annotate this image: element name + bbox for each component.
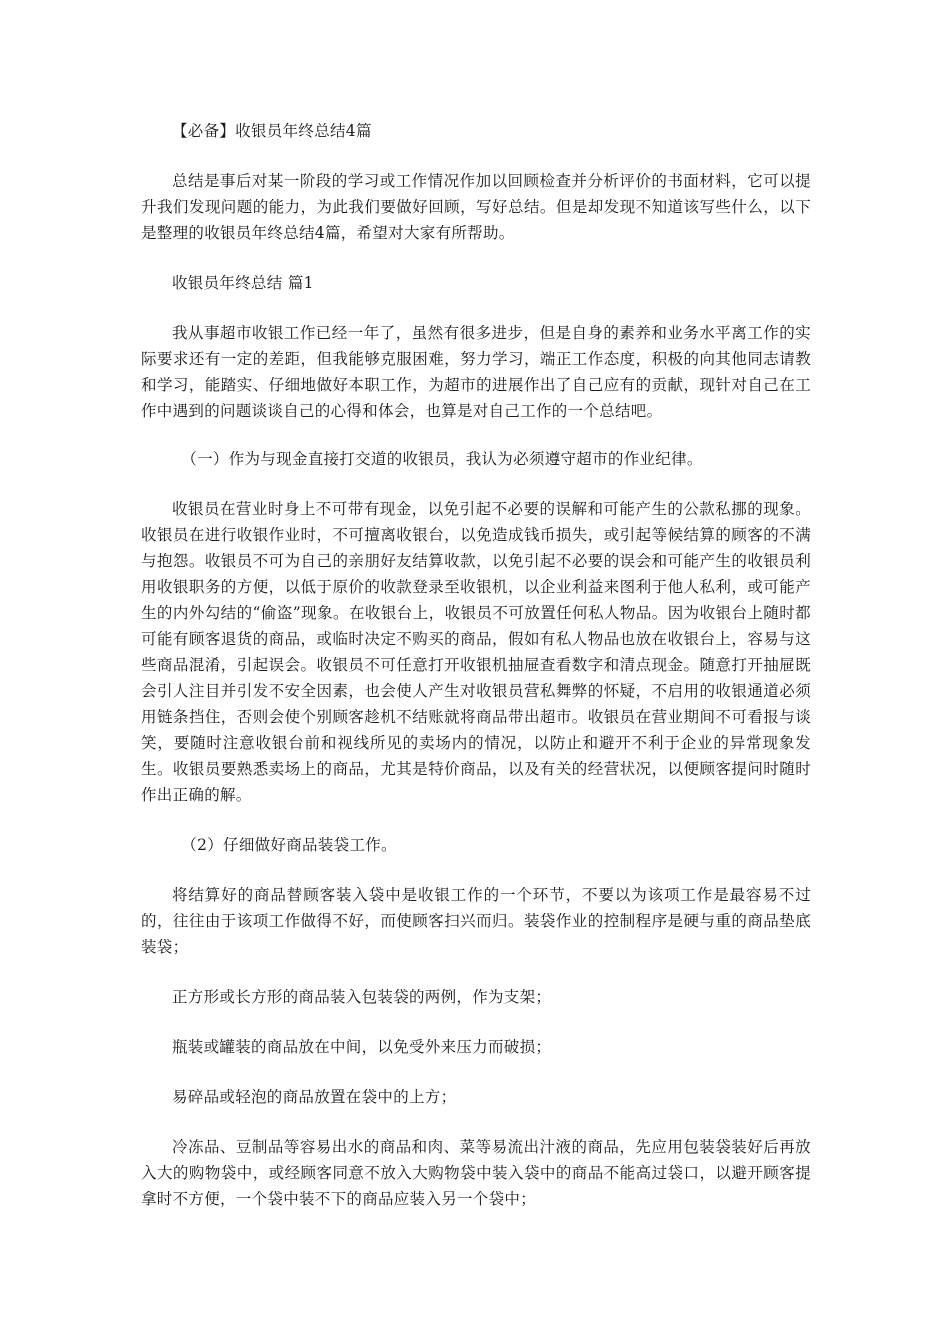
- document-page: [141, 118, 811, 1212]
- subheading-1: （一）作为与现金直接打交道的收银员，我认为必须遵守超市的作业纪律。: [181, 450, 703, 468]
- section-heading: 收银员年终总结 篇1: [172, 274, 314, 292]
- list-item: 冷冻品、豆制品等容易出水的商品和肉、菜等易流出汁液的商品，先应用包装袋装好后再放入大的购物袋中，或经顾客同意不放入大购物袋中装入袋中的商品不能高过袋口，以避开顾客提拿时不方便，一个袋中装不下的商品应装入另一个袋中；: [141, 1138, 811, 1208]
- list-item: 易碎品或轻泡的商品放置在袋中的上方；: [172, 1088, 457, 1106]
- document-title: 【必备】收银员年终总结4篇: [172, 122, 372, 140]
- list-item: 正方形或长方形的商品装入包装袋的两例，作为支架；: [172, 988, 552, 1006]
- intro-paragraph: 总结是事后对某一阶段的学习或工作情况作加以回顾检查并分析评价的书面材料，它可以提升我们发现问题的能力，为此我们要做好回顾，写好总结。但是却发现不知道该写些什么，以下是整理的收银员年终总结4篇，希望对大家有所帮助。: [141, 172, 811, 242]
- subheading-2: （2）仔细做好商品装袋工作。: [181, 836, 397, 854]
- list-item: 瓶装或罐装的商品放在中间，以免受外来压力而破损；: [172, 1038, 552, 1056]
- section1-paragraph-3: 将结算好的商品替顾客装入袋中是收银工作的一个环节，不要以为该项工作是最容易不过的，往往由于该项工作做得不好，而使顾客扫兴而归。装袋作业的控制程序是硬与重的商品垫底装袋；: [141, 886, 811, 956]
- section1-paragraph-1: 我从事超市收银工作已经一年了，虽然有很多进步，但是自身的素养和业务水平离工作的实际要求还有一定的差距，但我能够克服困难，努力学习，端正工作态度，积极的向其他同志请教和学习，能踏实、仔细地做好本职工作，为超市的进展作出了自己应有的贡献，现针对自己在工作中遇到的问题谈谈自己的心得和体会，也算是对自己工作的一个总结吧。: [141, 324, 811, 420]
- section1-paragraph-2: 收银员在营业时身上不可带有现金，以免引起不必要的误解和可能产生的公款私挪的现象。收银员在进行收银作业时，不可擅离收银台，以免造成钱币损失，或引起等候结算的顾客的不满与抱怨。收银员不可为自己的亲朋好友结算收款，以免引起不必要的误会和可能产生的收银员利用收银职务的方便，以低于原价的收款登录至收银机，以企业利益来图利于他人私利，或可能产生的内外勾结的“偷盗”现象。在收银台上，收银员不可放置任何私人物品。因为收银台上随时都可能有顾客退货的商品，或临时决定不购买的商品，假如有私人物品也放在收银台上，容易与这些商品混淆，引起误会。收银员不可任意打开收银机抽屉查看数字和清点现金。随意打开抽屉既会引人注目并引发不安全因素，也会使人产生对收银员营私舞弊的怀疑，不启用的收银通道必须用链条挡住，否则会使个别顾客趁机不结账就将商品带出超市。收银员在营业期间不可看报与谈笑，要随时注意收银台前和视线所见的卖场内的情况，以防止和避开不利于企业的异常现象发生。收银员要熟悉卖场上的商品，尤其是特价商品，以及有关的经营状况，以便顾客提问时随时作出正确的解。: [141, 500, 811, 804]
